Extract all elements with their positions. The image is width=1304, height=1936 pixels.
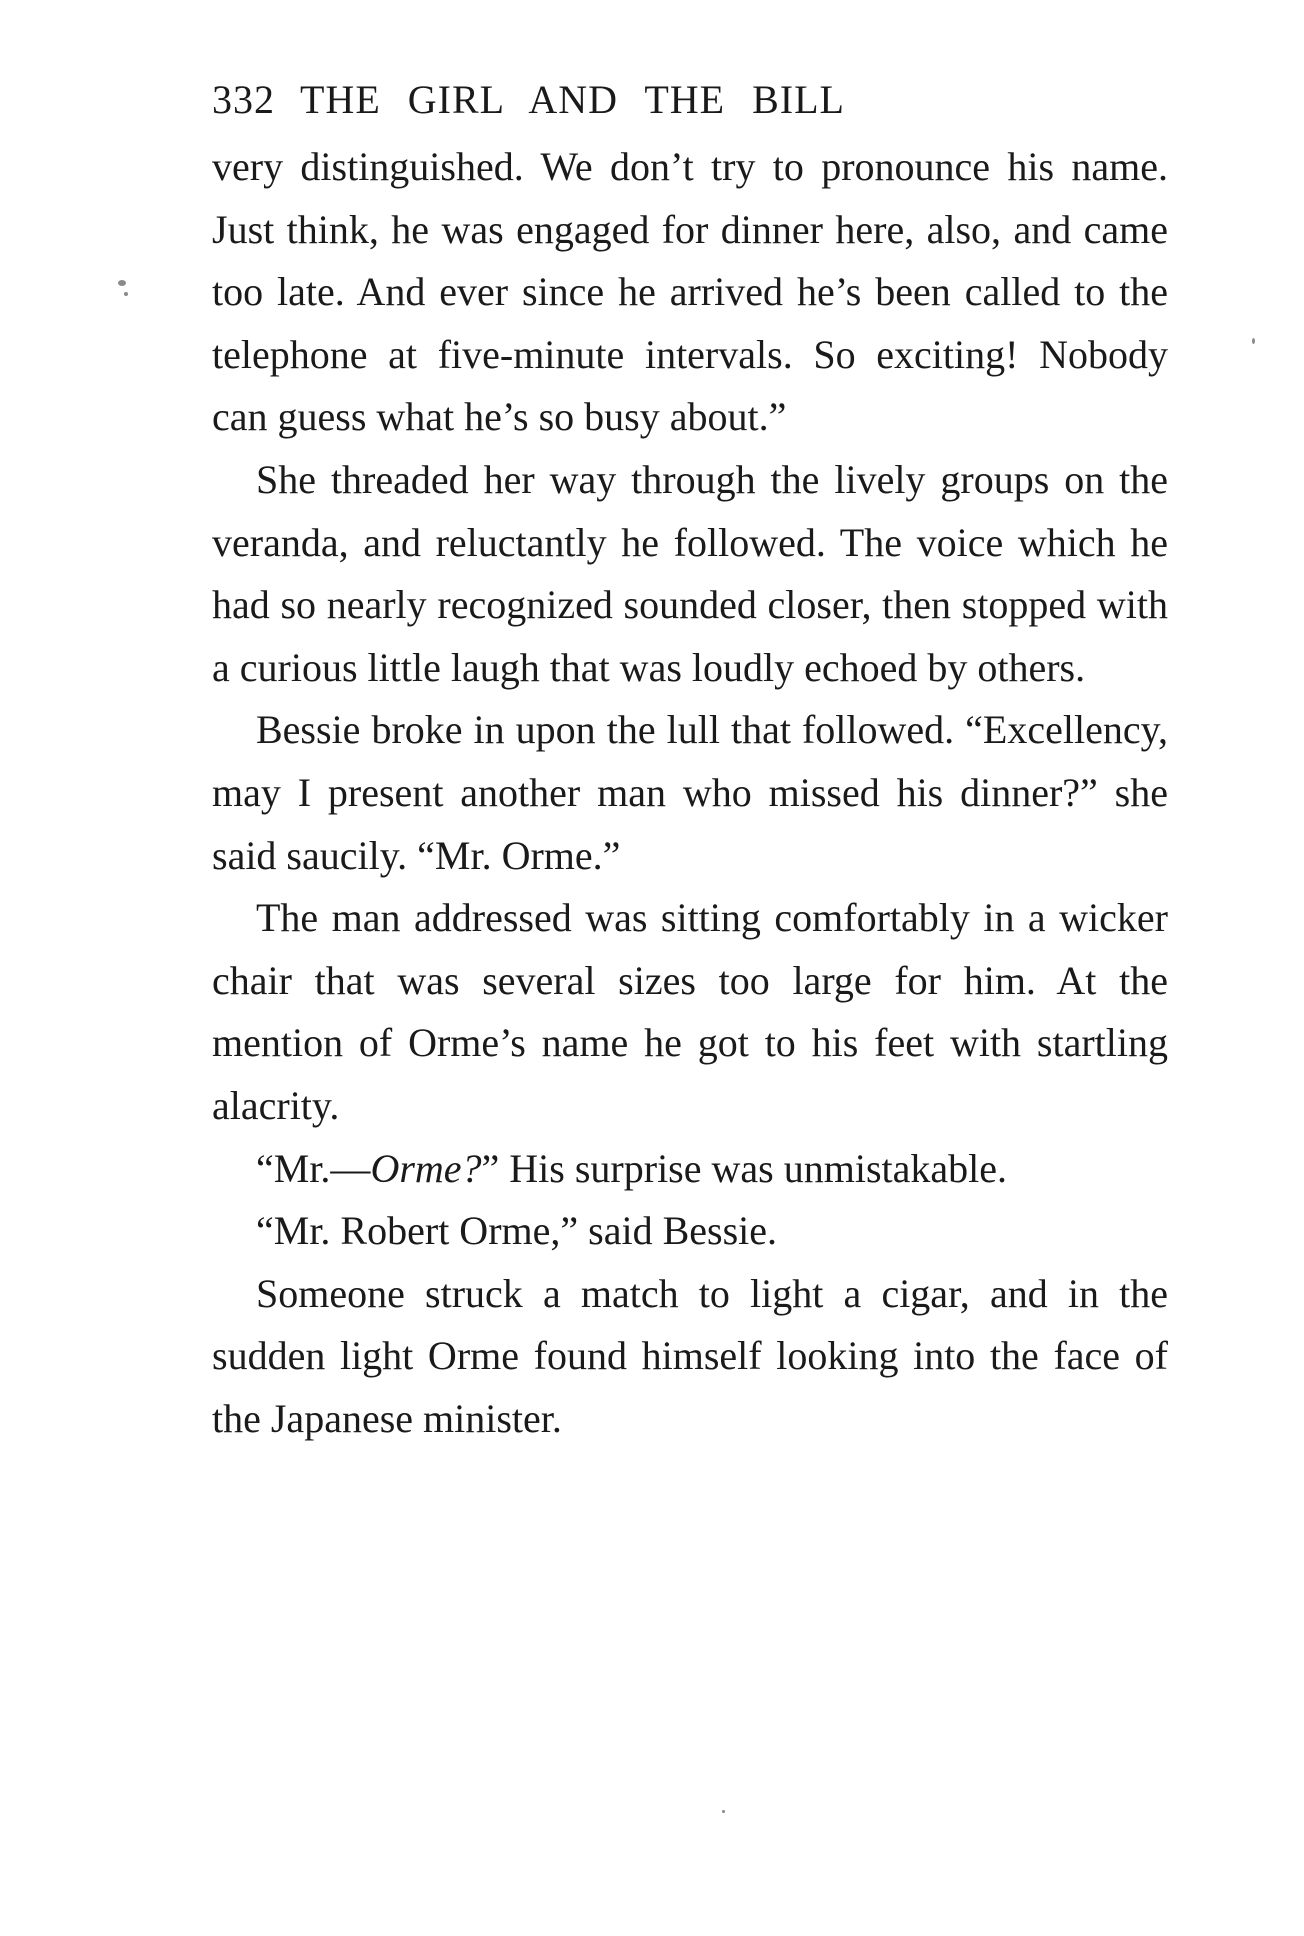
open-quote: “Mr.— (256, 1145, 371, 1191)
running-title: THE GIRL AND THE BILL (300, 77, 845, 122)
paragraph: “Mr. Robert Orme,” said Bessie. (256, 1208, 777, 1254)
paragraph: The man addressed was sitting comfortably in a wicker chair that was several sizes too large for him. At the mention of Orme’s name he got to his feet with startling alacrity. (212, 895, 1168, 1128)
print-speck (1252, 338, 1255, 344)
print-speck (722, 1810, 725, 1813)
print-speck (118, 280, 126, 286)
dialogue-rest: His surprise was unmistakable. (499, 1145, 1007, 1191)
close-quote: ” (481, 1145, 500, 1191)
body-text (212, 136, 1168, 1450)
page-header (212, 70, 1172, 130)
paragraph-dialogue (212, 1138, 1168, 1201)
paragraph: Someone struck a match to light a cigar, and in the sudden light Orme found himself looking into the face of the Japanese minister. (212, 1270, 1168, 1441)
print-speck (124, 292, 128, 296)
paragraph-continued: very distinguished. We don’t try to pronounce his name. Just think, he was engaged for dinner here, also, and came too late. And ever since he arrived he’s been called to the telephone at five-minute intervals. So exciting! Nobody can guess what he’s so busy about.” (212, 144, 1168, 440)
italic-name: Orme? (370, 1145, 482, 1191)
paragraph: Bessie broke in upon the lull that followed. “Excellency, may I present another man who missed his dinner?” she said saucily. “Mr. Orme.” (212, 707, 1168, 878)
paragraph: She threaded her way through the lively groups on the veranda, and reluctantly he followed. The voice which he had so nearly recognized sounded closer, then stopped with a curious little laugh that was loudly echoed by others. (212, 456, 1168, 690)
page-number: 332 (212, 77, 275, 122)
